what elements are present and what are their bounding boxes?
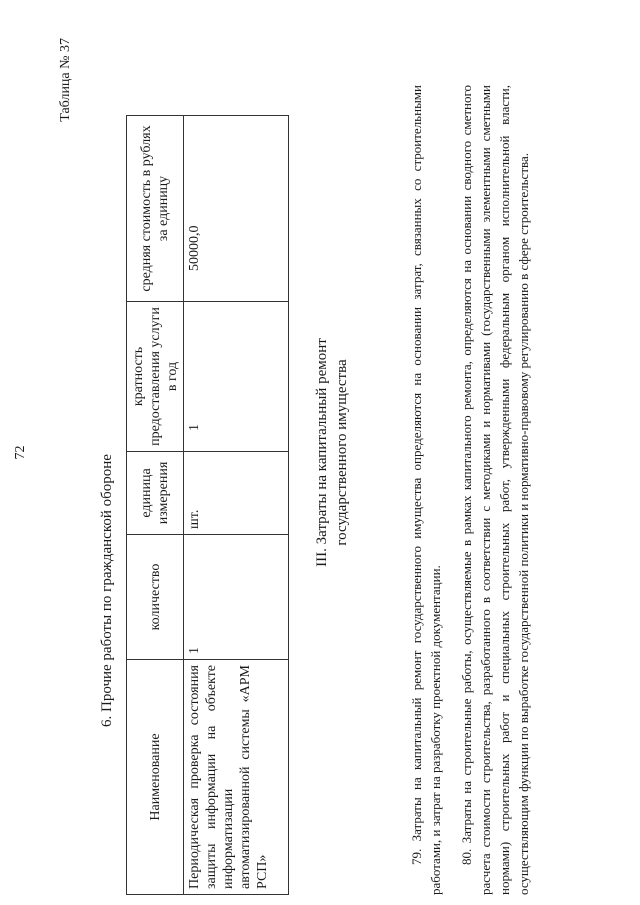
page-number: 72 <box>13 445 28 460</box>
cell-quantity: 1 <box>184 535 289 660</box>
header-name: Наименование <box>127 660 184 895</box>
table-caption: Таблица № 37 <box>58 38 73 122</box>
section-heading <box>312 0 352 905</box>
section-caption: 6. Прочие работы по гражданской обороне <box>99 454 115 727</box>
header-unit: единица измерения <box>127 452 184 535</box>
header-price: средняя стоимость в рублях за единицу <box>127 116 184 302</box>
paragraph-79: 79. Затраты на капитальный ремонт государственного имущества определяются на основании затрат, связанных со строительными работами, и затрат на разработку проектной документации. <box>409 85 443 895</box>
cell-price: 50000,0 <box>184 116 289 302</box>
cell-name: Периодическая проверка состояния защиты информации на объекте информатизации автоматизированной системы «АРМ РСП» <box>184 660 289 895</box>
section-heading-line-2: государственного имущества <box>334 359 350 546</box>
cell-unit: шт. <box>184 452 289 535</box>
section-heading-line-1: III. Затраты на капитальный ремонт <box>314 338 330 567</box>
table-header-row <box>127 116 184 895</box>
header-quantity: количество <box>127 535 184 660</box>
paragraph-80: 80. Затраты на строительные работы, осуществляемые в рамках капитального ремонта, определяются на основании сводного сметного расчета стоимости строительства, разработанного в соответствии с методиками и нормативами (государственными элементными сметными нормами) строительных работ и специальных строительных работ, утвержденными федеральным органом исполнительной власти, осуществляющим функции по выработке государственной политики и нормативно-правовому регулированию в сфере строительства. <box>459 85 531 895</box>
cell-frequency: 1 <box>184 302 289 452</box>
costs-table <box>126 115 289 895</box>
table-row <box>184 116 289 895</box>
header-frequency: кратность предоставления услуги в год <box>127 302 184 452</box>
